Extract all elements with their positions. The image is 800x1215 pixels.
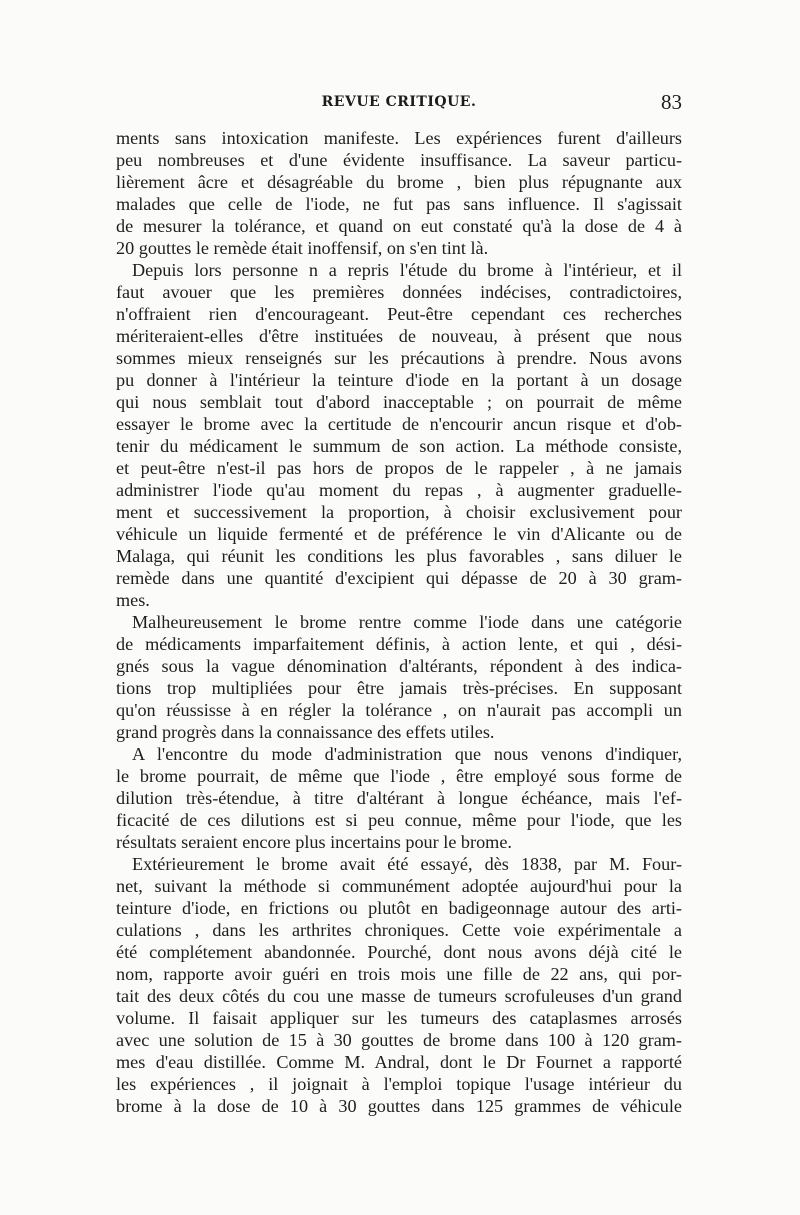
text-line: pu donner à l'intérieur la teinture d'iode en la portant à un dosage (116, 370, 682, 390)
text-line: Extérieurement le brome avait été essayé, dès 1838, par M. Four- (132, 854, 682, 874)
text-line: brome à la dose de 10 à 30 gouttes dans 125 grammes de véhicule (116, 1096, 682, 1116)
text-line: tions trop multipliées pour être jamais très-précises. En supposant (116, 678, 682, 698)
text-line: mériteraient-elles d'être instituées de nouveau, à présent que nous (116, 326, 682, 346)
text-line: tait des deux côtés du cou une masse de tumeurs scrofuleuses d'un grand (116, 986, 682, 1006)
text-line: A l'encontre du mode d'administration que nous venons d'indiquer, (132, 744, 682, 764)
body-text (116, 127, 682, 1117)
text-line: le brome pourrait, de même que l'iode , être employé sous forme de (116, 766, 682, 786)
text-line: gnés sous la vague dénomination d'altérants, répondent à des indica- (116, 656, 682, 676)
text-line: n'offraient rien d'encourageant. Peut-être cependant ces recherches (116, 304, 682, 324)
text-line: qu'on réussisse à en régler la tolérance , on n'aurait pas accompli un (116, 700, 682, 720)
text-line: les expériences , il joignait à l'emploi topique l'usage intérieur du (116, 1074, 682, 1094)
text-line: été complétement abandonnée. Pourché, dont nous avons déjà cité le (116, 942, 682, 962)
text-line: Malaga, qui réunit les conditions les plus favorables , sans diluer le (116, 546, 682, 566)
text-line: essayer le brome avec la certitude de n'encourir ancun risque et d'ob- (116, 414, 682, 434)
text-line: Malheureusement le brome rentre comme l'iode dans une catégorie (132, 612, 682, 632)
text-line: ments sans intoxication manifeste. Les expériences furent d'ailleurs (116, 128, 682, 148)
text-line: dilution très-étendue, à titre d'altérant à longue échéance, mais l'ef- (116, 788, 682, 808)
text-line: mes d'eau distillée. Comme M. Andral, dont le Dr Fournet a rapporté (116, 1052, 682, 1072)
text-line: mes. (116, 590, 150, 610)
page-header (116, 90, 682, 118)
text-line: et peut-être n'est-il pas hors de propos de le rappeler , à ne jamais (116, 458, 682, 478)
text-line: net, suivant la méthode si communément adoptée aujourd'hui pour la (116, 876, 682, 896)
text-line: volume. Il faisait appliquer sur les tumeurs des cataplasmes arrosés (116, 1008, 682, 1028)
text-line: de mesurer la tolérance, et quand on eut constaté qu'à la dose de 4 à (116, 216, 682, 236)
text-line: Depuis lors personne n a repris l'étude du brome à l'intérieur, et il (132, 260, 682, 280)
text-line: remède dans une quantité d'excipient qui dépasse de 20 à 30 gram- (116, 568, 682, 588)
running-title: REVUE CRITIQUE. (321, 94, 477, 110)
text-line: qui nous semblait tout d'abord inacceptable ; on pourrait de même (116, 392, 682, 412)
text-line: teinture d'iode, en frictions ou plutôt en badigeonnage autour des arti- (116, 898, 682, 918)
text-line: peu nombreuses et d'une évidente insuffisance. La saveur particu- (116, 150, 682, 170)
text-line: 20 gouttes le remède était inoffensif, on s'en tint là. (116, 238, 489, 258)
text-line: tenir du médicament le summum de son action. La méthode consiste, (116, 436, 682, 456)
text-line: administrer l'iode qu'au moment du repas , à augmenter graduelle- (116, 480, 682, 500)
text-line: ment et successivement la proportion, à choisir exclusivement pour (116, 502, 682, 522)
text-line: nom, rapporte avoir guéri en trois mois une fille de 22 ans, qui por- (116, 964, 682, 984)
text-line: sommes mieux renseignés sur les précautions à prendre. Nous avons (116, 348, 682, 368)
text-line: culations , dans les arthrites chroniques. Cette voie expérimentale a (116, 920, 682, 940)
text-line: véhicule un liquide fermenté et de préférence le vin d'Alicante ou de (116, 524, 682, 544)
text-line: malades que celle de l'iode, ne fut pas sans influence. Il s'agissait (116, 194, 682, 214)
text-line: de médicaments imparfaitement définis, à action lente, et qui , dési- (116, 634, 682, 654)
page-number: 83 (661, 90, 682, 114)
text-line: grand progrès dans la connaissance des effets utiles. (116, 722, 495, 742)
text-line: lièrement âcre et désagréable du brome , bien plus répugnante aux (116, 172, 682, 192)
text-line: ficacité de ces dilutions est si peu connue, même pour l'iode, que les (116, 810, 682, 830)
text-line: avec une solution de 15 à 30 gouttes de brome dans 100 à 120 gram- (116, 1030, 682, 1050)
text-line: faut avouer que les premières données indécises, contradictoires, (116, 282, 682, 302)
text-line: résultats seraient encore plus incertains pour le brome. (116, 832, 512, 852)
